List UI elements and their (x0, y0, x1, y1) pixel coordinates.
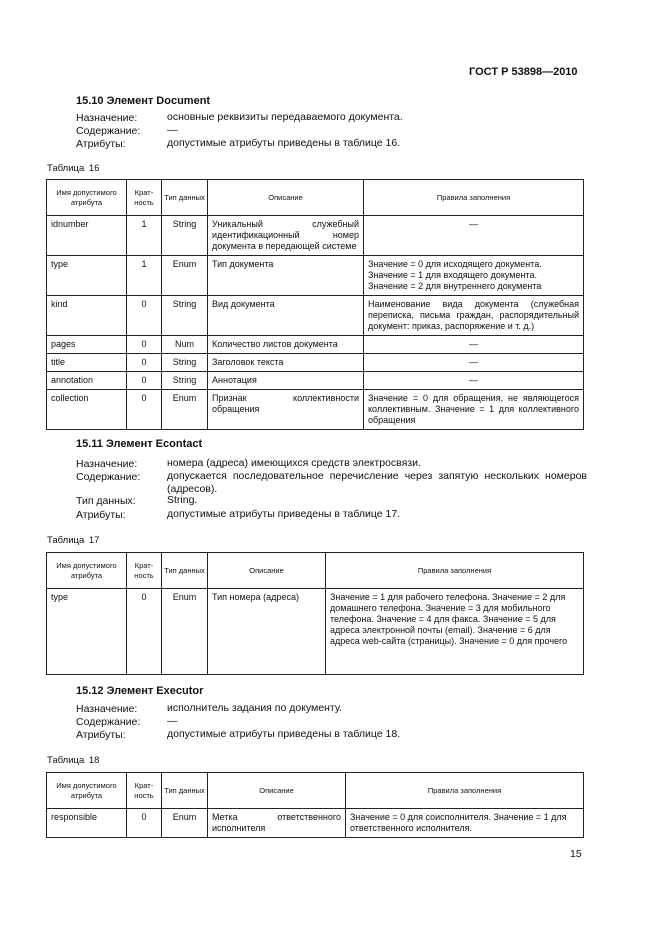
cell-desc: Уникальный служебный идентификационный номер документа в передающей системе (208, 216, 364, 256)
cell-rules: — (364, 354, 584, 372)
table-row (47, 390, 584, 430)
cell-mult: 1 (127, 256, 162, 296)
col-header-name: Имя допустимого атрибута (47, 553, 127, 589)
cell-type: Enum (162, 589, 208, 675)
cell-desc: Признак коллективности обращения (208, 390, 364, 430)
cell-name: pages (47, 336, 127, 354)
cell-type: Enum (162, 809, 208, 838)
cell-type: Enum (162, 256, 208, 296)
cell-desc: Вид документа (208, 296, 364, 336)
cell-rules: Значение = 0 для соисполнителя. Значение = 1 для ответственного исполнителя. (346, 809, 584, 838)
col-header-name: Имя допустимого атрибута (47, 773, 127, 809)
col-header-mult: Крат-ность (127, 553, 162, 589)
cell-mult: 0 (127, 372, 162, 390)
cell-name: annotation (47, 372, 127, 390)
cell-desc: Аннотация (208, 372, 364, 390)
cell-rules: Значение = 1 для рабочего телефона. Значение = 2 для домашнего телефона. Значение = 3 для мобильного телефона. Значение = 4 для факса. Значение = 5 для адреса электронной почты (email). Значение = 6 для адреса web-сайта (страницы). Значение = 0 для прочего (326, 589, 584, 675)
table-caption-prefix: Таблица (47, 163, 85, 174)
table-caption (47, 755, 99, 766)
table-number: 18 (88, 755, 100, 766)
table-row (47, 336, 584, 354)
table-number: 16 (88, 163, 100, 174)
cell-mult: 0 (127, 390, 162, 430)
cell-mult: 0 (127, 296, 162, 336)
field-label: Содержание: (76, 716, 141, 728)
cell-rules: — (364, 336, 584, 354)
table-caption-prefix: Таблица (47, 535, 85, 546)
cell-name: type (47, 256, 127, 296)
table-caption (47, 535, 99, 546)
cell-mult: 0 (127, 809, 162, 838)
col-header-type: Тип данных (162, 773, 208, 809)
cell-type: String (162, 372, 208, 390)
cell-name: kind (47, 296, 127, 336)
field-label: Назначение: (76, 112, 138, 124)
cell-type: Num (162, 336, 208, 354)
field-label: Назначение: (76, 703, 138, 715)
table-header-row (47, 553, 584, 589)
table-row (47, 809, 584, 838)
cell-type: String (162, 354, 208, 372)
cell-mult: 0 (127, 589, 162, 675)
col-header-mult: Крат-ность (127, 180, 162, 216)
cell-name: responsible (47, 809, 127, 838)
table-row (47, 589, 584, 675)
cell-desc: Тип документа (208, 256, 364, 296)
field-label: Атрибуты: (76, 729, 126, 741)
table-18 (46, 772, 584, 838)
page-number: 15 (570, 848, 582, 860)
table-row (47, 354, 584, 372)
cell-type: String (162, 216, 208, 256)
table-17 (46, 552, 584, 675)
cell-desc: Тип номера (адреса) (208, 589, 326, 675)
field-label: Содержание: (76, 471, 141, 483)
col-header-desc: Описание (208, 773, 346, 809)
table-row (47, 256, 584, 296)
field-value: допустимые атрибуты приведены в таблице 17. (167, 508, 401, 520)
table-number: 17 (88, 535, 100, 546)
col-header-rules: Правила заполнения (326, 553, 584, 589)
table-row (47, 216, 584, 256)
col-header-name: Имя допустимого атрибута (47, 180, 127, 216)
section-title-document: 15.10 Элемент Document (76, 95, 211, 107)
table-caption (47, 163, 99, 174)
cell-rules: Наименование вида документа (служебная переписка, письма граждан, распорядительный документ: приказ, распоряжение и т. д.) (364, 296, 584, 336)
field-value: — (167, 715, 178, 727)
col-header-type: Тип данных (162, 180, 208, 216)
cell-name: idnumber (47, 216, 127, 256)
document-code: ГОСТ Р 53898—2010 (469, 66, 578, 78)
cell-rules: Значение = 0 для обращения, не являющегося коллективным. Значение = 1 для коллективного обращения (364, 390, 584, 430)
table-16 (46, 179, 584, 430)
cell-desc: Метка ответственного исполнителя (208, 809, 346, 838)
field-value: допустимые атрибуты приведены в таблице 16. (167, 137, 401, 149)
field-value: String. (167, 494, 198, 506)
col-header-desc: Описание (208, 553, 326, 589)
col-header-rules: Правила заполнения (346, 773, 584, 809)
cell-rules: — (364, 372, 584, 390)
col-header-mult: Крат-ность (127, 773, 162, 809)
cell-type: Enum (162, 390, 208, 430)
field-value: допускается последовательное перечисление через запятую нескольких номеров (адресов). (167, 470, 587, 495)
field-value: — (167, 124, 178, 136)
cell-mult: 1 (127, 216, 162, 256)
field-value: исполнитель задания по документу. (167, 702, 342, 714)
cell-rules: — (364, 216, 584, 256)
field-label: Атрибуты: (76, 138, 126, 150)
cell-name: type (47, 589, 127, 675)
cell-type: String (162, 296, 208, 336)
cell-mult: 0 (127, 354, 162, 372)
cell-name: collection (47, 390, 127, 430)
field-value: допустимые атрибуты приведены в таблице 18. (167, 728, 401, 740)
table-row (47, 372, 584, 390)
field-label: Атрибуты: (76, 509, 126, 521)
cell-mult: 0 (127, 336, 162, 354)
section-title-executor: 15.12 Элемент Executor (76, 685, 204, 697)
field-value: основные реквизиты передаваемого документа. (167, 111, 403, 123)
table-caption-prefix: Таблица (47, 755, 85, 766)
cell-desc: Заголовок текста (208, 354, 364, 372)
field-value: номера (адреса) имеющихся средств электросвязи. (167, 457, 421, 469)
col-header-rules: Правила заполнения (364, 180, 584, 216)
table-row (47, 296, 584, 336)
col-header-type: Тип данных (162, 553, 208, 589)
table-header-row (47, 773, 584, 809)
cell-desc: Количество листов документа (208, 336, 364, 354)
col-header-desc: Описание (208, 180, 364, 216)
field-label: Тип данных: (76, 495, 136, 507)
table-header-row (47, 180, 584, 216)
field-label: Назначение: (76, 458, 138, 470)
field-label: Содержание: (76, 125, 141, 137)
cell-name: title (47, 354, 127, 372)
section-title-econtact: 15.11 Элемент Econtact (76, 438, 203, 450)
cell-rules: Значение = 0 для исходящего документа. Значение = 1 для входящего документа. Значение = 2 для внутреннего документа (364, 256, 584, 296)
